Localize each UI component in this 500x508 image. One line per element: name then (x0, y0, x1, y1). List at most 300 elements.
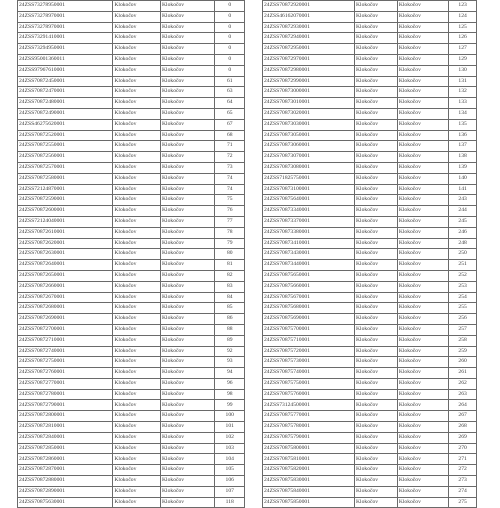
number-cell: 132 (449, 87, 477, 98)
table-row (263, 270, 477, 281)
number-cell: 272 (449, 465, 477, 476)
number-cell: 125 (449, 22, 477, 33)
place2-cell: Klokočov (161, 141, 215, 152)
place2-cell: Klokočov (161, 195, 215, 206)
code-cell: 24ZSS70875760001 (263, 389, 355, 400)
code-cell: 24ZSS70872890001 (18, 486, 113, 497)
code-cell: 24ZSS70872810001 (18, 422, 113, 433)
number-cell: 88 (215, 324, 245, 335)
code-cell: 24ZSS70872520001 (18, 130, 113, 141)
table-row (263, 206, 477, 217)
code-cell: 24ZSS70873410001 (263, 238, 355, 249)
place-cell: Klokočov (113, 216, 161, 227)
code-cell: 24ZSS70872710001 (18, 335, 113, 346)
table-row (18, 303, 245, 314)
place2-cell: Klokočov (161, 173, 215, 184)
table-row (263, 476, 477, 487)
table-row (263, 87, 477, 98)
number-cell: 124 (449, 11, 477, 22)
table-row (18, 476, 245, 487)
code-cell: 24ZSS70872800001 (18, 411, 113, 422)
place2-cell: Klokočov (161, 184, 215, 195)
place2-cell: Klokočov (161, 44, 215, 55)
code-cell: 24ZSS70875720001 (263, 346, 355, 357)
place2-cell: Klokočov (161, 422, 215, 433)
code-cell: 24ZSS70872680001 (18, 303, 113, 314)
code-cell: 24ZSS70872780001 (18, 389, 113, 400)
table-row (18, 292, 245, 303)
place2-cell: Klokočov (397, 227, 448, 238)
code-cell: 24ZSS70872930001 (263, 22, 355, 33)
table-row (263, 292, 477, 303)
place-cell: Klokočov (113, 44, 161, 55)
code-cell: 24ZSS70875770001 (263, 411, 355, 422)
number-cell: 251 (449, 260, 477, 271)
number-cell: 270 (449, 443, 477, 454)
number-cell: 80 (215, 249, 245, 260)
table-row (263, 141, 477, 152)
code-cell: 24ZSS95001360011 (18, 54, 113, 65)
place-cell: Klokočov (355, 227, 398, 238)
place2-cell: Klokočov (397, 11, 448, 22)
place-cell: Klokočov (113, 465, 161, 476)
code-cell: 24ZSS70872870001 (18, 465, 113, 476)
place-cell: Klokočov (113, 368, 161, 379)
place-cell: Klokočov (113, 314, 161, 325)
place-cell: Klokočov (113, 249, 161, 260)
table-row (18, 173, 245, 184)
number-cell: 0 (215, 11, 245, 22)
number-cell: 85 (215, 303, 245, 314)
place2-cell: Klokočov (161, 465, 215, 476)
table-row (18, 389, 245, 400)
place-cell: Klokočov (355, 22, 398, 33)
table-row (18, 227, 245, 238)
code-cell: 24ZSS97967610001 (18, 65, 113, 76)
code-cell: 24ZSS73294950001 (18, 44, 113, 55)
number-cell: 0 (215, 65, 245, 76)
table-row (18, 324, 245, 335)
place-cell: Klokočov (113, 11, 161, 22)
code-cell: 24ZSS70872670001 (18, 292, 113, 303)
number-cell: 89 (215, 335, 245, 346)
right-table (262, 0, 477, 508)
code-cell: 24ZSS70872970001 (263, 54, 355, 65)
code-cell: 24ZSS70873080001 (263, 162, 355, 173)
code-cell: 24ZSS70872600001 (18, 206, 113, 217)
place-cell: Klokočov (355, 465, 398, 476)
table-row (18, 260, 245, 271)
table-row (263, 400, 477, 411)
place2-cell: Klokočov (161, 1, 215, 12)
code-cell: 24ZSS70875650001 (263, 270, 355, 281)
table-row (263, 368, 477, 379)
number-cell: 245 (449, 216, 477, 227)
place-cell: Klokočov (355, 216, 398, 227)
number-cell: 252 (449, 270, 477, 281)
place-cell: Klokočov (355, 87, 398, 98)
place2-cell: Klokočov (397, 141, 448, 152)
place-cell: Klokočov (113, 227, 161, 238)
table-row (263, 238, 477, 249)
place2-cell: Klokočov (161, 292, 215, 303)
place2-cell: Klokočov (397, 454, 448, 465)
code-cell: 24ZSS70872610001 (18, 227, 113, 238)
table-row (263, 432, 477, 443)
code-cell: 24ZSS70872690001 (18, 314, 113, 325)
number-cell: 73 (215, 162, 245, 173)
code-cell: 24ZSS73291410001 (18, 33, 113, 44)
code-cell: 24ZSS70872470001 (18, 87, 113, 98)
place2-cell: Klokočov (161, 249, 215, 260)
table-row (263, 173, 477, 184)
code-cell: 24ZSS70872630001 (18, 249, 113, 260)
code-cell: 24ZSS70875830001 (263, 476, 355, 487)
table-row (18, 281, 245, 292)
number-cell: 72 (215, 152, 245, 163)
code-cell: 24ZSS70872940001 (263, 33, 355, 44)
place2-cell: Klokočov (161, 87, 215, 98)
place-cell: Klokočov (355, 44, 398, 55)
place2-cell: Klokočov (397, 400, 448, 411)
number-cell: 126 (449, 33, 477, 44)
number-cell: 255 (449, 303, 477, 314)
code-cell: 24ZSS70873440001 (263, 260, 355, 271)
place2-cell: Klokočov (397, 98, 448, 109)
place2-cell: Klokočov (397, 216, 448, 227)
place2-cell: Klokočov (397, 184, 448, 195)
code-cell: 24ZSS70875820001 (263, 465, 355, 476)
code-cell: 24ZSS70875790001 (263, 432, 355, 443)
number-cell: 77 (215, 216, 245, 227)
place-cell: Klokočov (113, 476, 161, 487)
place2-cell: Klokočov (161, 443, 215, 454)
table-row (263, 378, 477, 389)
code-cell: 24ZSS70872840001 (18, 432, 113, 443)
code-cell: 24ZSS70875730001 (263, 357, 355, 368)
code-cell: 24ZSS70875710001 (263, 335, 355, 346)
number-cell: 103 (215, 443, 245, 454)
place2-cell: Klokočov (397, 389, 448, 400)
place-cell: Klokočov (355, 11, 398, 22)
code-cell: 24ZSS70875660001 (263, 281, 355, 292)
table-row (18, 346, 245, 357)
place2-cell: Klokočov (397, 195, 448, 206)
place2-cell: Klokočov (161, 216, 215, 227)
code-cell: 24ZSS70875850001 (263, 497, 355, 508)
number-cell: 86 (215, 314, 245, 325)
place-cell: Klokočov (113, 324, 161, 335)
table-row (263, 486, 477, 497)
number-cell: 136 (449, 130, 477, 141)
code-cell: 24ZSS70872650001 (18, 270, 113, 281)
place2-cell: Klokočov (161, 33, 215, 44)
place-cell: Klokočov (355, 422, 398, 433)
table-row (18, 335, 245, 346)
number-cell: 127 (449, 44, 477, 55)
table-row (18, 108, 245, 119)
number-cell: 123 (449, 1, 477, 12)
place-cell: Klokočov (355, 108, 398, 119)
place2-cell: Klokočov (397, 432, 448, 443)
number-cell: 135 (449, 119, 477, 130)
code-cell: 24ZSS70872790001 (18, 400, 113, 411)
code-cell: 24ZSS70875840001 (263, 486, 355, 497)
place2-cell: Klokočov (161, 346, 215, 357)
code-cell: 24ZSS71825750001 (263, 173, 355, 184)
place-cell: Klokočov (355, 173, 398, 184)
number-cell: 81 (215, 260, 245, 271)
place-cell: Klokočov (355, 368, 398, 379)
table-row (18, 22, 245, 33)
number-cell: 100 (215, 411, 245, 422)
place2-cell: Klokočov (397, 486, 448, 497)
number-cell: 107 (215, 486, 245, 497)
number-cell: 82 (215, 270, 245, 281)
number-cell: 67 (215, 119, 245, 130)
place-cell: Klokočov (113, 270, 161, 281)
number-cell: 83 (215, 281, 245, 292)
code-cell: 24ZSS70873430001 (263, 249, 355, 260)
place-cell: Klokočov (355, 65, 398, 76)
place-cell: Klokočov (113, 119, 161, 130)
place2-cell: Klokočov (397, 476, 448, 487)
place2-cell: Klokočov (161, 454, 215, 465)
number-cell: 267 (449, 411, 477, 422)
number-cell: 258 (449, 335, 477, 346)
code-cell: 24ZSS70872640001 (18, 260, 113, 271)
place-cell: Klokočov (355, 357, 398, 368)
place-cell: Klokočov (355, 400, 398, 411)
code-cell: 24ZSS70875690001 (263, 314, 355, 325)
place2-cell: Klokočov (161, 411, 215, 422)
number-cell: 101 (215, 422, 245, 433)
number-cell: 246 (449, 227, 477, 238)
code-cell: 24ZSS70875750001 (263, 378, 355, 389)
code-cell: 24ZSS46275620001 (18, 119, 113, 130)
place-cell: Klokočov (355, 411, 398, 422)
code-cell: 24ZSS70872920001 (263, 1, 355, 12)
table-row (263, 357, 477, 368)
code-cell: 24ZSS70873340001 (263, 206, 355, 217)
place-cell: Klokočov (113, 454, 161, 465)
place-cell: Klokočov (113, 357, 161, 368)
place-cell: Klokočov (113, 303, 161, 314)
code-cell: 24ZSS72124870001 (18, 184, 113, 195)
table-row (263, 11, 477, 22)
code-cell: 24ZSS70872450001 (18, 76, 113, 87)
table-row (263, 389, 477, 400)
table-row (263, 216, 477, 227)
table-row (263, 98, 477, 109)
table-row (263, 44, 477, 55)
place-cell: Klokočov (113, 173, 161, 184)
table-row (18, 270, 245, 281)
code-cell: 24ZSS70873370001 (263, 216, 355, 227)
table-row (263, 108, 477, 119)
number-cell: 99 (215, 400, 245, 411)
code-cell: 24ZSS70872850001 (18, 443, 113, 454)
place-cell: Klokočov (355, 281, 398, 292)
place-cell: Klokočov (113, 22, 161, 33)
number-cell: 244 (449, 206, 477, 217)
code-cell: 24ZSS70875810001 (263, 454, 355, 465)
table-row (263, 119, 477, 130)
number-cell: 79 (215, 238, 245, 249)
place2-cell: Klokočov (161, 476, 215, 487)
code-cell: 24ZSS70872860001 (18, 454, 113, 465)
place2-cell: Klokočov (161, 119, 215, 130)
place-cell: Klokočov (355, 152, 398, 163)
place-cell: Klokočov (355, 486, 398, 497)
place-cell: Klokočov (113, 184, 161, 195)
place2-cell: Klokočov (397, 465, 448, 476)
place2-cell: Klokočov (161, 324, 215, 335)
number-cell: 71 (215, 141, 245, 152)
number-cell: 0 (215, 22, 245, 33)
place-cell: Klokočov (113, 400, 161, 411)
place2-cell: Klokočov (397, 346, 448, 357)
place-cell: Klokočov (355, 378, 398, 389)
place2-cell: Klokočov (161, 303, 215, 314)
place2-cell: Klokočov (161, 152, 215, 163)
place-cell: Klokočov (355, 314, 398, 325)
code-cell: 24ZSS70873030001 (263, 119, 355, 130)
place2-cell: Klokočov (397, 44, 448, 55)
place2-cell: Klokočov (397, 422, 448, 433)
number-cell: 261 (449, 368, 477, 379)
table-row (18, 486, 245, 497)
number-cell: 104 (215, 454, 245, 465)
table-row (263, 324, 477, 335)
place2-cell: Klokočov (161, 65, 215, 76)
table-row (263, 303, 477, 314)
place2-cell: Klokočov (161, 357, 215, 368)
place-cell: Klokočov (113, 443, 161, 454)
number-cell: 105 (215, 465, 245, 476)
place-cell: Klokočov (113, 152, 161, 163)
code-cell: 24ZSS70872660001 (18, 281, 113, 292)
place2-cell: Klokočov (161, 314, 215, 325)
code-cell: 24ZSS70875640001 (263, 195, 355, 206)
code-cell: 24ZSS70875700001 (263, 324, 355, 335)
table-row (263, 152, 477, 163)
place2-cell: Klokočov (161, 486, 215, 497)
number-cell: 94 (215, 368, 245, 379)
table-row (18, 33, 245, 44)
table-row (18, 443, 245, 454)
table-row (18, 98, 245, 109)
place2-cell: Klokočov (397, 238, 448, 249)
place-cell: Klokočov (113, 130, 161, 141)
place2-cell: Klokočov (397, 378, 448, 389)
code-cell: 24ZSS46162070001 (263, 11, 355, 22)
number-cell: 64 (215, 98, 245, 109)
number-cell: 133 (449, 98, 477, 109)
table-row (263, 346, 477, 357)
place2-cell: Klokočov (161, 98, 215, 109)
table-row (263, 195, 477, 206)
number-cell: 63 (215, 87, 245, 98)
number-cell: 130 (449, 65, 477, 76)
place-cell: Klokočov (113, 432, 161, 443)
code-cell: 24ZSS70875630001 (18, 497, 113, 508)
table-row (18, 422, 245, 433)
place2-cell: Klokočov (397, 249, 448, 260)
number-cell: 93 (215, 357, 245, 368)
number-cell: 92 (215, 346, 245, 357)
table-row (18, 432, 245, 443)
number-cell: 0 (215, 54, 245, 65)
code-cell: 24ZSS70872560001 (18, 152, 113, 163)
table-row (18, 11, 245, 22)
place-cell: Klokočov (113, 497, 161, 508)
place-cell: Klokočov (113, 1, 161, 12)
code-cell: 24ZSS70872480001 (18, 98, 113, 109)
number-cell: 134 (449, 108, 477, 119)
place2-cell: Klokočov (397, 443, 448, 454)
table-row (263, 65, 477, 76)
code-cell: 24ZSS73124500001 (263, 400, 355, 411)
number-cell: 275 (449, 497, 477, 508)
place2-cell: Klokočov (161, 130, 215, 141)
place-cell: Klokočov (355, 270, 398, 281)
place2-cell: Klokočov (161, 76, 215, 87)
table-row (263, 454, 477, 465)
place-cell: Klokočov (113, 33, 161, 44)
code-cell: 24ZSS70875670001 (263, 292, 355, 303)
table-row (263, 422, 477, 433)
table-row (18, 1, 245, 12)
table-row (263, 443, 477, 454)
code-cell: 24ZSS70872980001 (263, 65, 355, 76)
place2-cell: Klokočov (397, 130, 448, 141)
table-row (18, 411, 245, 422)
code-cell: 24ZSS70872750001 (18, 357, 113, 368)
place-cell: Klokočov (113, 335, 161, 346)
number-cell: 248 (449, 238, 477, 249)
code-cell: 24ZSS70873070001 (263, 152, 355, 163)
table-row (18, 54, 245, 65)
number-cell: 140 (449, 173, 477, 184)
number-cell: 139 (449, 162, 477, 173)
code-cell: 24ZSS70873010001 (263, 98, 355, 109)
table-row (18, 368, 245, 379)
code-cell: 24ZSS70873100001 (263, 184, 355, 195)
place2-cell: Klokočov (161, 400, 215, 411)
number-cell: 84 (215, 292, 245, 303)
number-cell: 75 (215, 195, 245, 206)
place2-cell: Klokočov (397, 281, 448, 292)
place2-cell: Klokočov (161, 270, 215, 281)
place-cell: Klokočov (355, 303, 398, 314)
place-cell: Klokočov (355, 184, 398, 195)
table-row (18, 314, 245, 325)
table-row (263, 411, 477, 422)
number-cell: 106 (215, 476, 245, 487)
place2-cell: Klokočov (161, 497, 215, 508)
table-row (263, 465, 477, 476)
place2-cell: Klokočov (161, 162, 215, 173)
place2-cell: Klokočov (397, 292, 448, 303)
number-cell: 274 (449, 486, 477, 497)
place2-cell: Klokočov (397, 22, 448, 33)
place-cell: Klokočov (113, 260, 161, 271)
table-row (18, 195, 245, 206)
place2-cell: Klokočov (397, 152, 448, 163)
number-cell: 118 (215, 497, 245, 508)
code-cell: 24ZSS73278950001 (18, 1, 113, 12)
